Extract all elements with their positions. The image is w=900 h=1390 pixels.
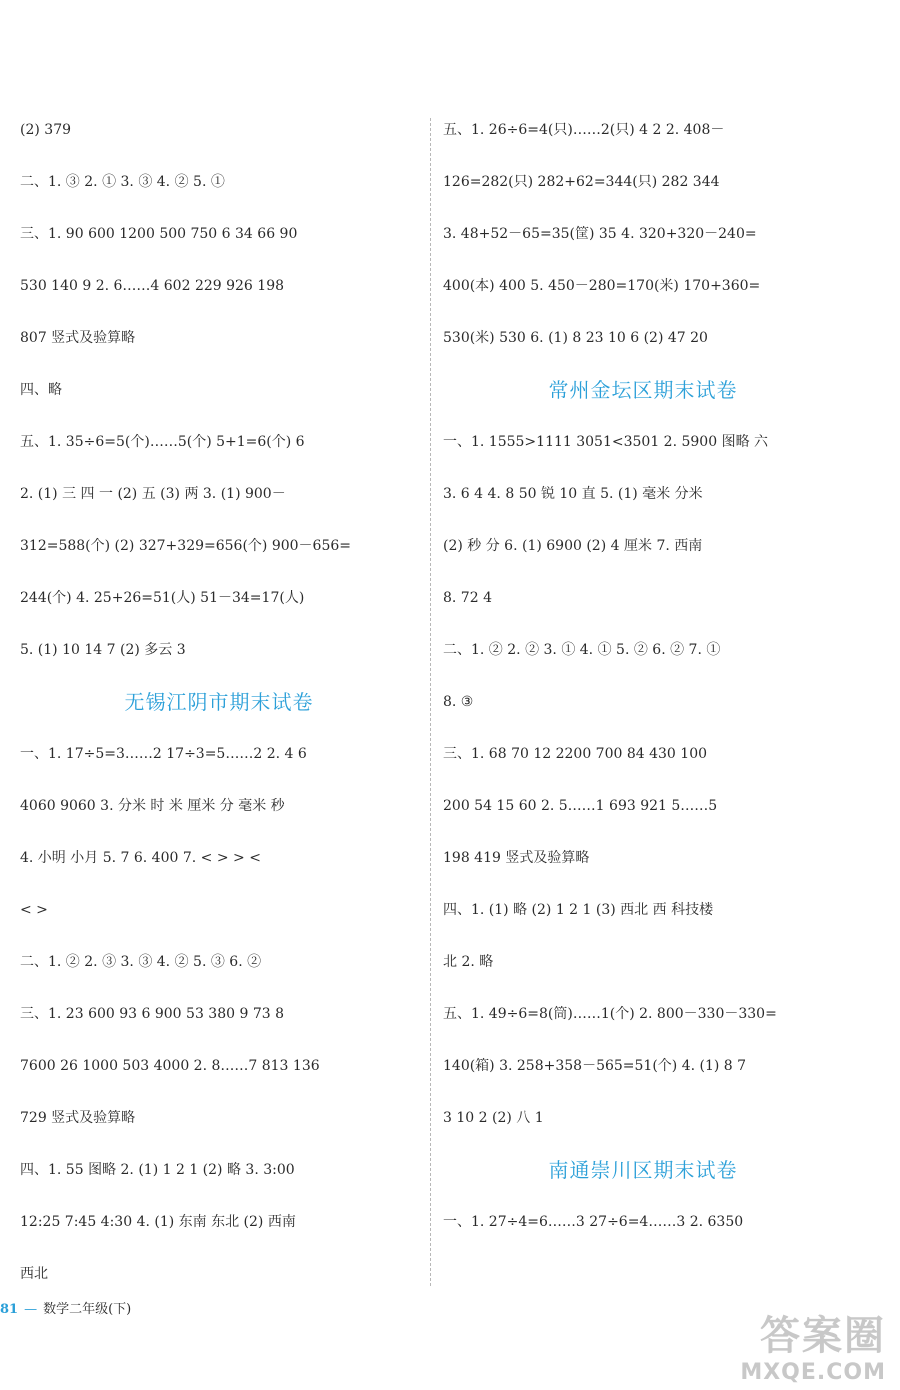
answer-line: 五、1. 26÷6=4(只)……2(只) 4 2 2. 408－ bbox=[443, 122, 725, 138]
answer-line: 198 419 竖式及验算略 bbox=[443, 850, 590, 866]
answer-line: 3. 48+52－65=35(筐) 35 4. 320+320－240= bbox=[443, 226, 757, 242]
page-footer bbox=[0, 1300, 131, 1320]
answer-line: (2) 秒 分 6. (1) 6900 (2) 4 厘米 7. 西南 bbox=[443, 538, 703, 554]
answer-line: 4. 小明 小月 5. 7 6. 400 7. < > > < bbox=[20, 850, 261, 866]
answer-line: < > bbox=[20, 902, 48, 918]
answer-line: 五、1. 49÷6=8(筒)……1(个) 2. 800－330－330= bbox=[443, 1006, 777, 1022]
answer-line: 530(米) 530 6. (1) 8 23 10 6 (2) 47 20 bbox=[443, 330, 708, 346]
answer-line: 729 竖式及验算略 bbox=[20, 1110, 136, 1126]
answer-line: 四、1. (1) 略 (2) 1 2 1 (3) 西北 西 科技楼 bbox=[443, 902, 714, 918]
answer-block bbox=[443, 1196, 843, 1248]
answer-line: 一、1. 27÷4=6……3 27÷6=4……3 2. 6350 bbox=[443, 1214, 744, 1230]
answer-line: 2. (1) 三 四 一 (2) 五 (3) 两 3. (1) 900－ bbox=[20, 486, 286, 502]
book-title: 数学二年级(下) bbox=[43, 1302, 132, 1317]
answer-line: 4060 9060 3. 分米 时 米 厘米 分 毫米 秒 bbox=[20, 798, 285, 814]
answer-line: 三、1. 23 600 93 6 900 53 380 9 73 8 bbox=[20, 1006, 285, 1022]
answer-line: 四、略 bbox=[20, 382, 62, 398]
answer-line: 一、1. 17÷5=3……2 17÷3=5……2 2. 4 6 bbox=[20, 746, 307, 762]
answer-line: 5. (1) 10 14 7 (2) 多云 3 bbox=[20, 642, 186, 658]
answer-line: 二、1. ② 2. ② 3. ① 4. ① 5. ② 6. ② 7. ① bbox=[443, 642, 721, 658]
answer-line: 244(个) 4. 25+26=51(人) 51－34=17(人) bbox=[20, 590, 305, 606]
answer-line: 8. ③ bbox=[443, 694, 474, 710]
answer-line: 3. 6 4 4. 8 50 锐 10 直 5. (1) 毫米 分米 bbox=[443, 486, 703, 502]
answer-line: 8. 72 4 bbox=[443, 590, 492, 606]
column-divider bbox=[430, 118, 431, 1286]
answer-line: 312=588(个) (2) 327+329=656(个) 900－656= bbox=[20, 538, 352, 554]
answer-line: 12:25 7:45 4:30 4. (1) 东南 东北 (2) 西南 bbox=[20, 1214, 296, 1230]
section-heading: 无锡江阴市期末试卷 bbox=[124, 690, 314, 714]
answer-line: 北 2. 略 bbox=[443, 954, 494, 970]
answer-line: 三、1. 90 600 1200 500 750 6 34 66 90 bbox=[20, 226, 298, 242]
watermark-url: MXQE.COM bbox=[740, 1360, 886, 1385]
answer-block bbox=[20, 728, 418, 1300]
answer-line: 7600 26 1000 503 4000 2. 8……7 813 136 bbox=[20, 1058, 320, 1074]
answer-line: 126=282(只) 282+62=344(只) 282 344 bbox=[443, 174, 720, 190]
answer-line: 140(箱) 3. 258+358－565=51(个) 4. (1) 8 7 bbox=[443, 1058, 747, 1074]
answer-line: 400(本) 400 5. 450－280=170(米) 170+360= bbox=[443, 278, 761, 294]
answer-line: 二、1. ② 2. ③ 3. ③ 4. ② 5. ③ 6. ② bbox=[20, 954, 262, 970]
page-number: 81 bbox=[0, 1302, 19, 1317]
answer-line: 四、1. 55 图略 2. (1) 1 2 1 (2) 略 3. 3:00 bbox=[20, 1162, 295, 1178]
answer-line: 200 54 15 60 2. 5……1 693 921 5……5 bbox=[443, 798, 718, 814]
right-column bbox=[443, 104, 843, 1248]
answer-block bbox=[443, 104, 843, 364]
answer-line: 二、1. ③ 2. ① 3. ③ 4. ② 5. ① bbox=[20, 174, 225, 190]
answer-line: 一、1. 1555>1111 3051<3501 2. 5900 图略 六 bbox=[443, 434, 769, 450]
footer-dash: — bbox=[24, 1302, 38, 1317]
answer-block bbox=[443, 416, 843, 1144]
answer-line: (2) 379 bbox=[20, 122, 72, 138]
watermark-logo bbox=[720, 1300, 900, 1390]
answer-line: 西北 bbox=[20, 1266, 48, 1282]
left-column bbox=[20, 104, 418, 1300]
answer-line: 五、1. 35÷6=5(个)……5(个) 5+1=6(个) 6 bbox=[20, 434, 305, 450]
watermark-text: 答案圈 bbox=[760, 1313, 886, 1359]
answer-line: 807 竖式及验算略 bbox=[20, 330, 136, 346]
answer-line: 530 140 9 2. 6……4 602 229 926 198 bbox=[20, 278, 285, 294]
answer-block bbox=[20, 104, 418, 676]
answer-line: 3 10 2 (2) 八 1 bbox=[443, 1110, 544, 1126]
section-heading: 常州金坛区期末试卷 bbox=[548, 378, 738, 402]
section-heading: 南通崇川区期末试卷 bbox=[548, 1158, 738, 1182]
answer-line: 三、1. 68 70 12 2200 700 84 430 100 bbox=[443, 746, 708, 762]
